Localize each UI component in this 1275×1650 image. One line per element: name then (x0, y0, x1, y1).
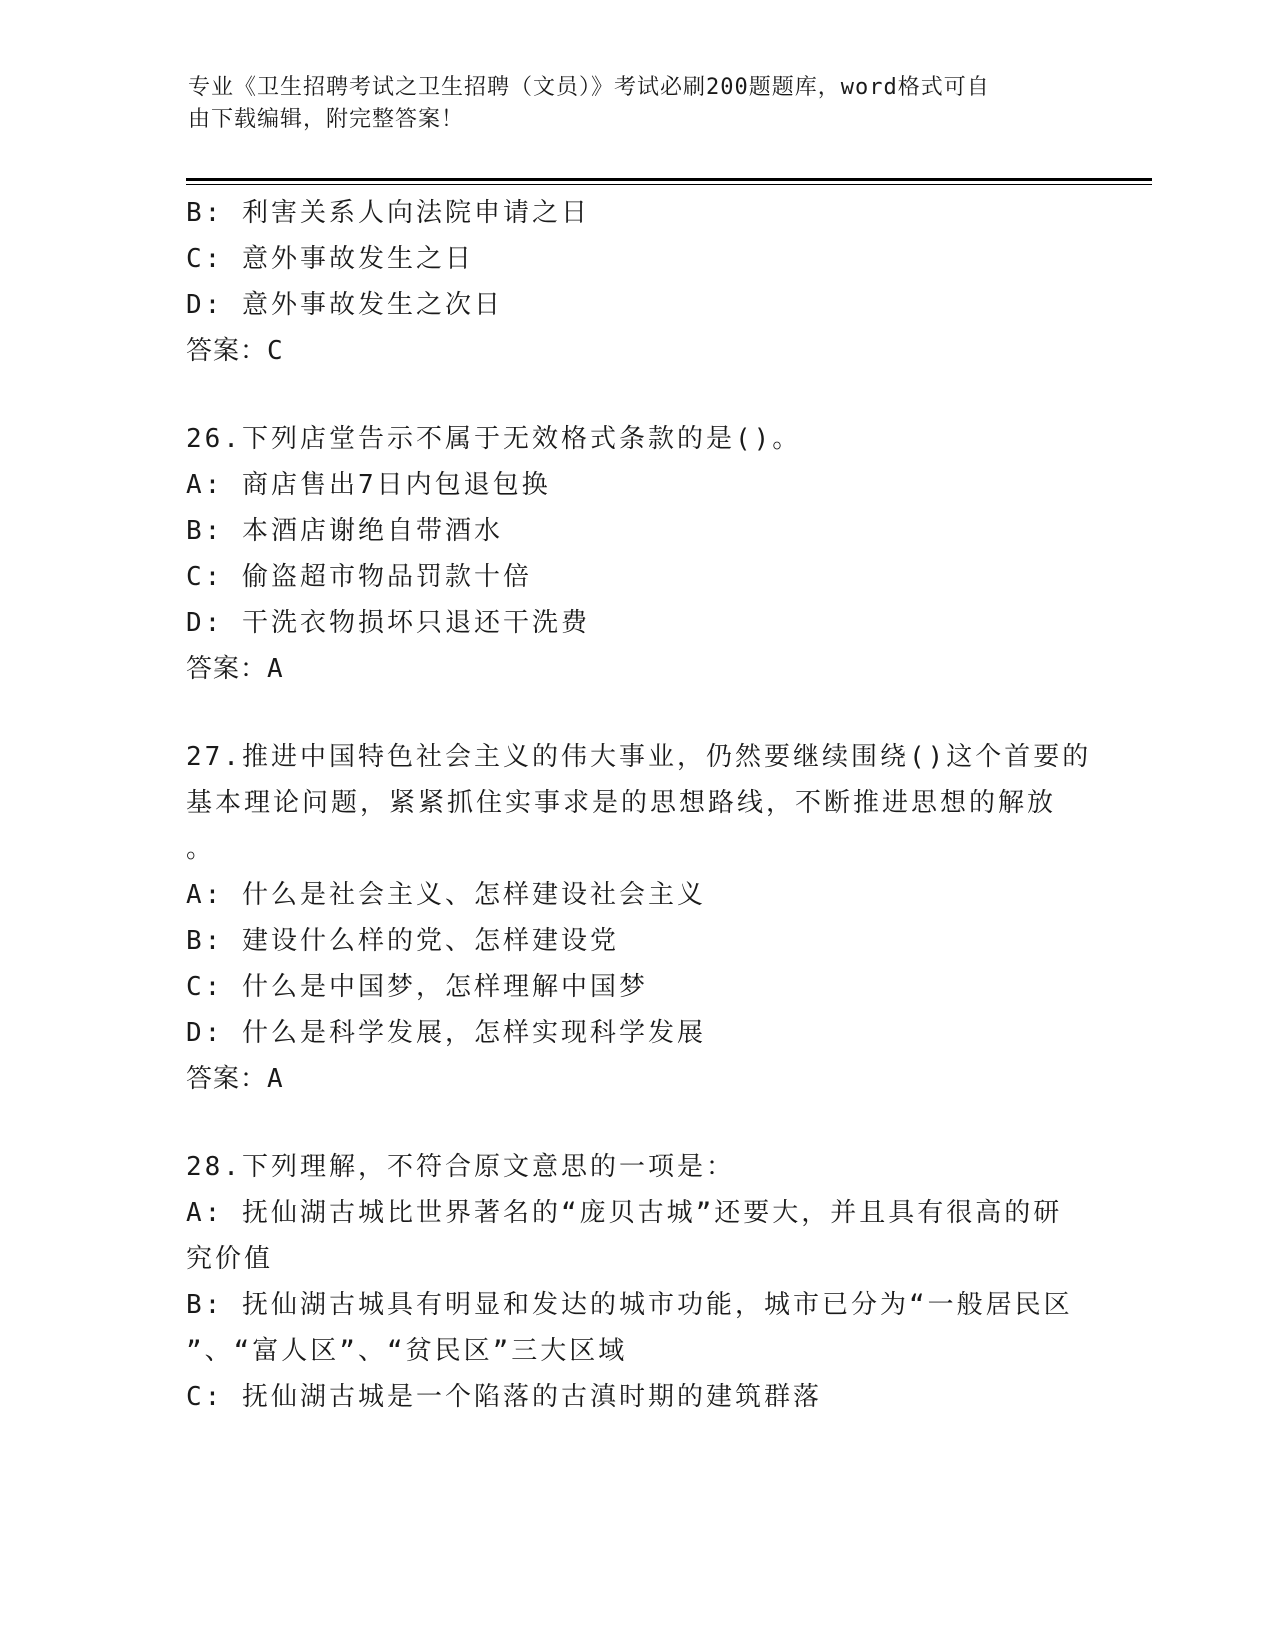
question-stem-continued: 基本理论问题，紧紧抓住实事求是的思想路线，不断推进思想的解放 (186, 788, 1057, 818)
option-a: A: 抚仙湖古城比世界著名的“庞贝古城”还要大，并且具有很高的研 (186, 1198, 1063, 1228)
option-b: B: 建设什么样的党、怎样建设党 (186, 926, 619, 956)
question-stem: 26.下列店堂告示不属于无效格式条款的是()。 (186, 424, 802, 454)
question-28 (186, 1144, 1086, 1420)
header-rule-thick (186, 178, 1152, 181)
option-a: A: 商店售出7日内包退包换 (186, 470, 551, 500)
option-d: D: 意外事故发生之次日 (186, 290, 503, 320)
header-line-1: 专业《卫生招聘考试之卫生招聘（文员）》考试必刷200题题库，word格式可自 (188, 75, 990, 100)
option-c: C: 意外事故发生之日 (186, 244, 474, 274)
answer-line: 答案：C (186, 336, 284, 366)
header-line-2: 由下载编辑，附完整答案！ (188, 107, 465, 132)
question-25-continuation (186, 190, 1086, 374)
question-stem-continued: 。 (186, 834, 216, 864)
option-b: B: 利害关系人向法院申请之日 (186, 198, 590, 228)
option-d: D: 干洗衣物损坏只退还干洗费 (186, 608, 590, 638)
question-stem: 28.下列理解，不符合原文意思的一项是： (186, 1152, 735, 1182)
header-rule-thin (186, 184, 1152, 185)
option-a-continued: 究价值 (186, 1244, 274, 1274)
option-d: D: 什么是科学发展，怎样实现科学发展 (186, 1018, 706, 1048)
question-26 (186, 416, 1086, 692)
option-b: B: 本酒店谢绝自带酒水 (186, 516, 503, 546)
answer-line: 答案：A (186, 654, 284, 684)
option-b: B: 抚仙湖古城具有明显和发达的城市功能，城市已分为“一般居民区 (186, 1290, 1073, 1320)
document-header (188, 72, 1068, 136)
option-c: C: 什么是中国梦，怎样理解中国梦 (186, 972, 648, 1002)
question-27 (186, 734, 1092, 1102)
option-c: C: 抚仙湖古城是一个陷落的古滇时期的建筑群落 (186, 1382, 822, 1412)
option-b-continued: ”、“富人区”、“贫民区”三大区域 (186, 1336, 628, 1366)
question-content (186, 190, 1092, 1420)
option-c: C: 偷盗超市物品罚款十倍 (186, 562, 532, 592)
question-stem: 27.推进中国特色社会主义的伟大事业，仍然要继续围绕()这个首要的 (186, 742, 1092, 772)
option-a: A: 什么是社会主义、怎样建设社会主义 (186, 880, 706, 910)
answer-line: 答案：A (186, 1064, 284, 1094)
